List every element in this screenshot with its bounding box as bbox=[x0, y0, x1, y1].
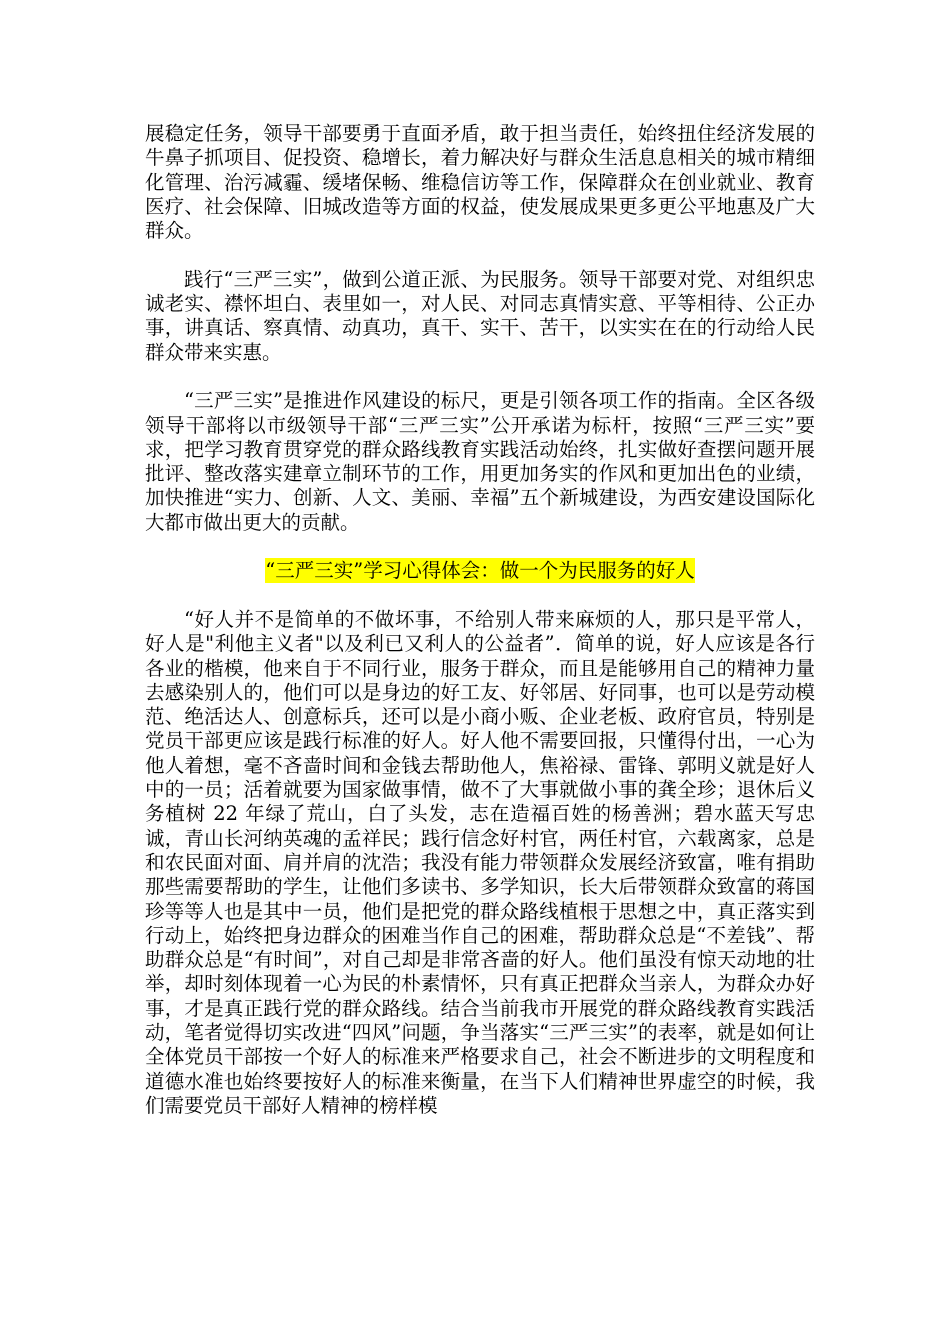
paragraph-standard: “三严三实”是推进作风建设的标尺，更是引领各项工作的指南。全区各级领导干部将以市级领导干部“三严三实”公开承诺为标杆，按照“三严三实”要求，把学习教育贯穿党的群众路线教育实践活动始终，扎实做好查摆问题开展批评、整改落实建章立制环节的工作，用更加务实的作风和更加出色的业绩，加快推进“实力、创新、人文、美丽、幸福”五个新城建设，为西安建设国际化大都市做出更大的贡献。 bbox=[145, 389, 815, 534]
section-heading-text: “三严三实”学习心得体会：做一个为民服务的好人 bbox=[265, 559, 695, 583]
paragraph-practice: 践行“三严三实”，做到公道正派、为民服务。领导干部要对党、对组织忠诚老实、襟怀坦白、表里如一，对人民、对同志真情实意、平等相待、公正办事，讲真话、察真情、动真功，真干、实干、苦干，以实实在在的行动给人民群众带来实惠。 bbox=[145, 267, 815, 364]
section-heading bbox=[145, 559, 815, 583]
paragraph-good-person: “好人并不是简单的不做坏事，不给别人带来麻烦的人，那只是平常人，好人是"利他主义者"以及利已又利人的公益者”．简单的说，好人应该是各行各业的楷模，他来自于不同行业，服务于群众，而且是能够用自己的精神力量去感染别人的，他们可以是身边的好工友、好邻居、好同事，也可以是劳动模范、绝活达人、创意标兵，还可以是小商小贩、企业老板、政府官员，特别是党员干部更应该是践行标准的好人。好人他不需要回报，只懂得付出，一心为他人着想，毫不吝啬时间和金钱去帮助他人，焦裕禄、雷锋、郭明义就是好人中的一员；活着就要为国家做事情，做不了大事就做小事的龚全珍；退休后义务植树 22 年绿了荒山，白了头发，志在造福百姓的杨善洲；碧水蓝天写忠诚，青山长河纳英魂的孟祥民；践行信念好村官，两任村官，六载离家，总是和农民面对面、肩并肩的沈浩；我没有能力带领群众发展经济致富，唯有捐助那些需要帮助的学生，让他们多读书、多学知识，长大后带领群众致富的蒋国珍等等人也是其中一员，他们是把党的群众路线植根于思想之中，真正落实到行动上，始终把身边群众的困难当作自己的困难，帮助群众总是“不差钱”、帮助群众总是“有时间”，对自己却是非常吝啬的好人。他们虽没有惊天动地的壮举，却时刻体现着一心为民的朴素情怀，只有真正把群众当亲人，为群众办好事，才是真正践行党的群众路线。结合当前我市开展党的群众路线教育实践活动，笔者觉得切实改进“四风”问题，争当落实“三严三实”的表率，就是如何让全体党员干部按一个好人的标准来严格要求自己，社会不断进步的文明程度和道德水准也始终要按好人的标准来衡量，在当下人们精神世界虚空的时候，我们需要党员干部好人精神的榜样模 bbox=[145, 607, 815, 1117]
paragraph-continuation: 展稳定任务，领导干部要勇于直面矛盾，敢于担当责任，始终扭住经济发展的牛鼻子抓项目、促投资、稳增长，着力解决好与群众生活息息相关的城市精细化管理、治污减霾、缓堵保畅、维稳信访等工作，保障群众在创业就业、教育医疗、社会保障、旧城改造等方面的权益，使发展成果更多更公平地惠及广大群众。 bbox=[145, 122, 815, 243]
document-body bbox=[145, 122, 815, 1142]
